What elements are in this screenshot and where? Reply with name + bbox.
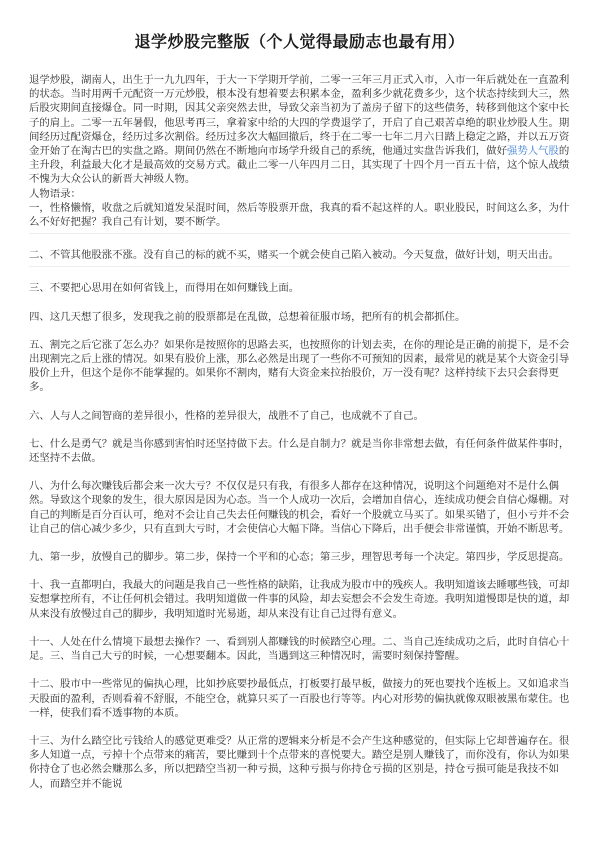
quote-paragraph: 三、不要把心思用在如何省钱上，而得用在如何赚钱上面。 bbox=[29, 282, 300, 295]
quote-paragraph: 十三、为什么踏空比亏钱给人的感觉更难受？从正常的逻辑来分析是不会产生这种感觉的，但实际上它却普遍存在。很多人知道一点，亏掉十个点带来的痛苦，要比赚到十个点带来的喜悦要大。踏空是别人赚钱了，而你没有，你认为如果你持仓了也必然会赚那么多，所以把踏空当初一种亏损，这种亏损与你持仓亏损的区别是，持仓亏损可能是我技不如人，而踏空并不能说 bbox=[29, 734, 570, 790]
intro-paragraph bbox=[29, 73, 570, 187]
quote-paragraph: 十二、股市中一些常见的偏执心理，比如抄底要抄最低点，打板要打最早板，做接力的死也要找个连板上。又如追求当天股面的盈利，否则看着不舒服，不能空仓，就算只买了一百股也行等等。内心对形势的偏执就像双眼被黑布蒙住。也一样，使我们看不透事物的本质。 bbox=[29, 678, 570, 719]
intro-text-start: 退学炒股，湖南人，出生于一九九四年，于大一下学期开学前，二零一三年三月正式入市，入市一年后就处在一直盈利的状态。当时用两千元配资一万元炒股，根本没有想着要去积累本金，盈利多少就花费多少，这个状态持续到大三，然后股灾期间直接爆仓。同一时期，因其父亲突然去世，导致父亲当初为了盖房子留下的这些债务，转移到他这个家中长子的肩上。二零一五年暑假，他思考再三，拿着家中给的大四的学费退学了，开启了自己艰苦卓绝的职业炒股人生。期间经历过配资爆仓，经历过多次割俗。经历过多次大幅回撤后，终于在二零一七年二月六日踏上稳定之路，并以五万资金开始了在淘古巴的实盘之路。期间仍然在不断地向市场学升级自己的系统，他通过实盘告诉我们，做好 bbox=[29, 74, 570, 158]
quote-paragraph: 十、我一直都明白，我最大的问题是我自己一些性格的缺陷，让我成为股市中的残疾人。我明知道该去睡哪些钱，可却妄想掌控所有，不让任何机会错过。我明知道做一件事的风险，却去妄想会不会发生奇迹。我明知道慢即是快的道，却从来没有放慢过自己的脚步，我明知道时光易逝，却从来没有让自己过得有意义。 bbox=[29, 579, 570, 620]
quote-paragraph: 十一、人处在什么情境下最想去操作？一、看到别人都赚钱的时候踏空心理。二、当自己连续成功之后，此时自信心十足。三、当自己大亏的时候，一心想要翻本。因此，当遇到这三种情况时，需要时刻保持警醒。 bbox=[29, 635, 570, 663]
quote-paragraph: 六、人与人之间智商的差异很小，性格的差异很大，战胜不了自己，也成就不了自己。 bbox=[29, 409, 424, 422]
divider bbox=[29, 233, 570, 234]
quote-paragraph: 七、什么是勇气？就是当你感到害怕时还坚持做下去。什么是自制力？就是当你非常想去做，有任何条件做某件事时，还坚持不去做。 bbox=[29, 437, 570, 465]
quotes-label: 人物语录： bbox=[29, 187, 81, 200]
document-body bbox=[29, 73, 570, 791]
highlight-link[interactable]: 强势人气股 bbox=[506, 145, 559, 158]
quote-paragraph: 八、为什么每次赚钱后都会来一次大亏？不仅仅是只有我，有很多人都存在这种情况，说明这个问题绝对不是什么偶然。导致这个现象的发生，很大原因是因为心态。当一个人成功一次后，会增加自信心，连续成功便会自信心爆棚。对自己的判断是百分百认可，绝对不会让自己失去任何赚钱的机会，看好一个股就立马买了。如果买错了，但小亏并不会让自己的信心减少多少，只有直到大亏时，才会使信心大幅下降。当信心下降后，出手便会非常谨慎，开始不断思考。 bbox=[29, 480, 570, 535]
document-title: 退学炒股完整版（个人觉得最励志也最有用） bbox=[134, 32, 465, 51]
quote-paragraph: 一，性格懒惰，收盘之后就知道发呆混时间，然后等股票开盘，我真的看不起这样的人。职业股民，时间这么多，为什么不好好把握？我自己有计划，要不断学。 bbox=[29, 201, 570, 229]
quote-paragraph: 四、这几天想了很多，发现我之前的股票都是在乱做，总想着征服市场，把所有的机会都抓住。 bbox=[29, 310, 466, 323]
divider bbox=[29, 266, 570, 267]
quote-paragraph: 五、割完之后它涨了怎么办？如果你是按照你的思路去买，也按照你的计划去卖，在你的理论是正确的前提下，是不会出现割完之后上涨的情况。如果有股价上涨，那么必然是出现了一些你不可预知的因素，最常见的就是某个大资金引导股价上升，但这个是你不能掌握的。如果你不割肉，赌有大资金来拉抬股价，万一没有呢？这样持续下去只会套得更多。 bbox=[29, 338, 570, 394]
intro-text-end: 的主升段，利益最大化才是最高效的交易方式。截止二零一八年四月二日，其实现了十四个月一百五十倍，这个惊人战绩不愧为大众公认的新晋大神级人物。 bbox=[29, 145, 570, 186]
quote-paragraph: 九、第一步，放慢自己的脚步。第二步，保持一个平和的心态；第三步，理智思考每一个决定。第四步，学反思提高。 bbox=[29, 551, 570, 564]
quote-paragraph: 二、不管其他股涨不涨。没有自己的标的就不买，赌买一个就会使自己陷入被动。今天复盘，做好计划，明天出击。 bbox=[29, 249, 559, 262]
